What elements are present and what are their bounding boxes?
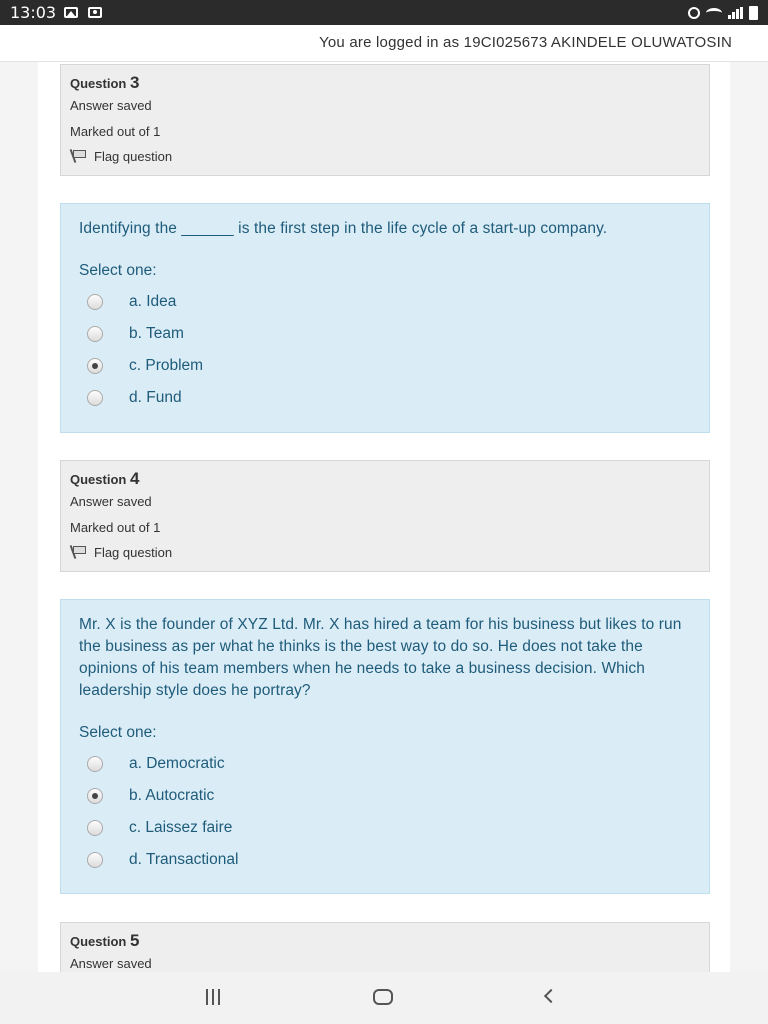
question-label: Question bbox=[70, 76, 127, 91]
question-text: Identifying the ______ is the first step in the life cycle of a start-up company. bbox=[79, 220, 608, 237]
question-number-value: 3 bbox=[129, 73, 140, 92]
option-a[interactable] bbox=[79, 286, 691, 318]
option-d[interactable] bbox=[79, 844, 691, 876]
signal-icon bbox=[728, 7, 743, 19]
battery-icon bbox=[749, 6, 758, 20]
radio-button[interactable] bbox=[87, 294, 103, 310]
top-header bbox=[0, 25, 768, 62]
image-icon bbox=[64, 7, 78, 18]
question-3-formulation bbox=[60, 203, 710, 433]
radio-button-selected[interactable] bbox=[87, 788, 103, 804]
flag-label: Flag question bbox=[94, 544, 173, 560]
question-text: Mr. X is the founder of XYZ Ltd. Mr. X has hired a team for his business but likes to run the business as per what he thinks is the best way to do so. He does not take the opinions of his team members when he needs to take a business decision. Which leadership style does he portray? bbox=[79, 616, 682, 699]
option-label: c. Laissez faire bbox=[129, 819, 233, 836]
screen-record-icon bbox=[88, 7, 102, 18]
flag-question-link[interactable] bbox=[70, 541, 700, 563]
question-4-info bbox=[60, 460, 710, 572]
option-b[interactable] bbox=[79, 780, 691, 812]
select-one-label: Select one: bbox=[79, 724, 157, 741]
android-nav-bar bbox=[0, 972, 768, 1024]
answer-options bbox=[79, 286, 691, 414]
radio-button[interactable] bbox=[87, 756, 103, 772]
question-number bbox=[70, 931, 700, 951]
marks-info: Marked out of 1 bbox=[70, 520, 161, 535]
back-button[interactable] bbox=[544, 989, 558, 1003]
radio-button[interactable] bbox=[87, 390, 103, 406]
recent-apps-button[interactable] bbox=[206, 989, 220, 1005]
radio-button[interactable] bbox=[87, 852, 103, 868]
answer-state: Answer saved bbox=[70, 494, 152, 509]
question-label: Question bbox=[70, 934, 127, 949]
question-number-value: 5 bbox=[129, 931, 140, 950]
quiz-page bbox=[38, 62, 730, 972]
question-number bbox=[70, 73, 700, 93]
login-info: You are logged in as 19CI025673 AKINDELE OLUWATOSIN bbox=[319, 34, 732, 51]
question-3-info bbox=[60, 64, 710, 176]
question-5-info bbox=[60, 922, 710, 972]
answer-state: Answer saved bbox=[70, 98, 152, 113]
radio-button[interactable] bbox=[87, 820, 103, 836]
option-c[interactable] bbox=[79, 812, 691, 844]
flag-question-link[interactable] bbox=[70, 145, 700, 167]
option-label: c. Problem bbox=[129, 357, 204, 374]
answer-options bbox=[79, 748, 691, 876]
option-label: a. Democratic bbox=[129, 755, 225, 772]
option-label: a. Idea bbox=[129, 293, 177, 310]
radio-button[interactable] bbox=[87, 326, 103, 342]
question-number-value: 4 bbox=[129, 469, 140, 488]
question-number bbox=[70, 469, 700, 489]
option-d[interactable] bbox=[79, 382, 691, 414]
alarm-icon bbox=[688, 7, 700, 19]
flag-label: Flag question bbox=[94, 148, 173, 164]
option-label: b. Autocratic bbox=[129, 787, 215, 804]
marks-info: Marked out of 1 bbox=[70, 124, 161, 139]
option-c[interactable] bbox=[79, 350, 691, 382]
option-b[interactable] bbox=[79, 318, 691, 350]
home-button[interactable] bbox=[373, 989, 393, 1005]
option-label: b. Team bbox=[129, 325, 184, 342]
flag-icon bbox=[70, 545, 86, 559]
radio-button-selected[interactable] bbox=[87, 358, 103, 374]
option-label: d. Fund bbox=[129, 389, 182, 406]
question-label: Question bbox=[70, 472, 127, 487]
flag-icon bbox=[70, 149, 86, 163]
status-bar bbox=[0, 0, 768, 25]
question-4-formulation bbox=[60, 599, 710, 894]
select-one-label: Select one: bbox=[79, 262, 157, 279]
status-time: 13:03 bbox=[10, 3, 57, 22]
option-a[interactable] bbox=[79, 748, 691, 780]
wifi-icon bbox=[706, 8, 722, 18]
option-label: d. Transactional bbox=[129, 851, 239, 868]
answer-state: Answer saved bbox=[70, 956, 152, 971]
